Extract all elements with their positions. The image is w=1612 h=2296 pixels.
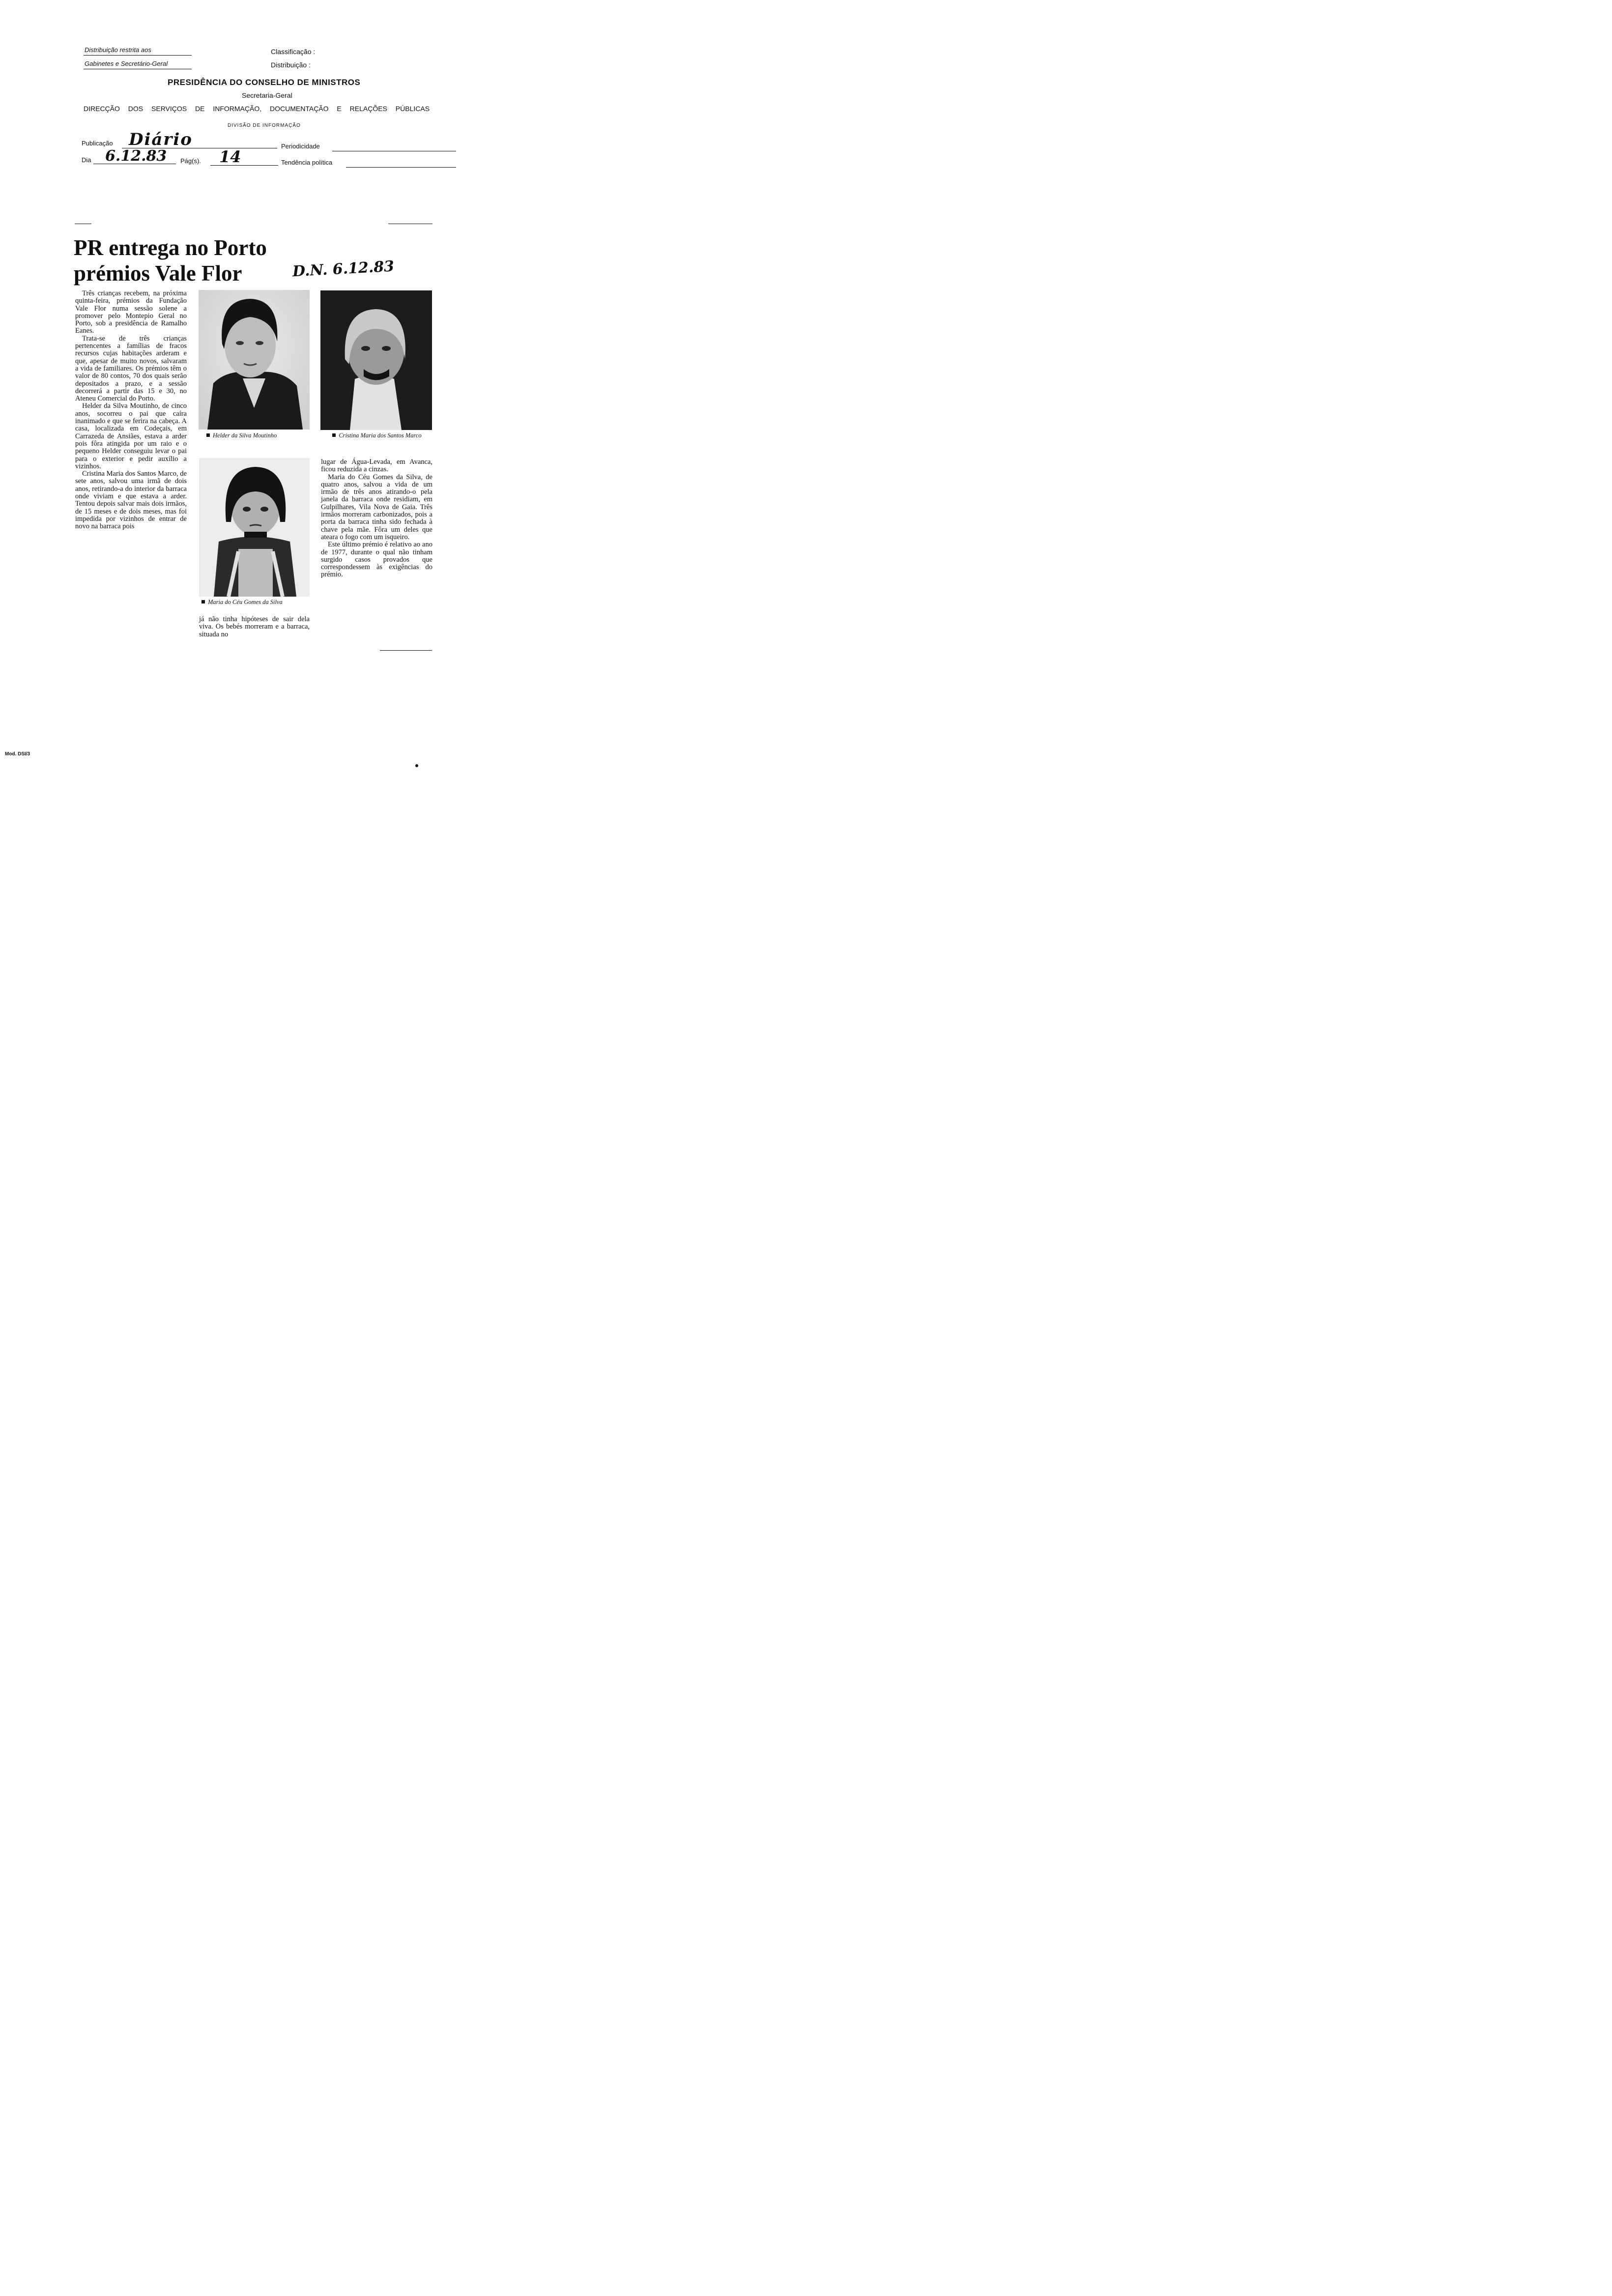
paragraph: lugar de Água-Levada, em Avanca, ficou reduzida a cinzas.: [321, 458, 432, 474]
caption-text: Cristina Maria dos Santos Marco: [339, 432, 422, 439]
portrait-image: [320, 290, 432, 430]
paragraph: Helder da Silva Moutinho, de cinco anos, socorreu o pai que caíra inanimado e que se ferira na cabeça. A casa, localizada em Codeçais, em Carrazeda de Ansiães, estava a arder pois fôra atingida por um raio e o pequeno Helder conseguiu levar o pai para o exterior e pedir auxílio a vizinhos.: [75, 402, 187, 470]
headline-line-1: PR entrega no Porto: [74, 235, 267, 260]
caption-maria: [202, 599, 312, 606]
caption-bullet: [332, 433, 336, 437]
pages-label: Pág(s).: [180, 157, 201, 165]
distribution-label: Distribuição :: [271, 61, 311, 69]
photo-cristina: [320, 290, 432, 430]
secretariat-title: Secretaria-Geral: [242, 91, 292, 99]
portrait-image: [199, 290, 310, 430]
day-value: 6.12.83: [105, 147, 167, 165]
article-column-1: [75, 290, 187, 531]
publication-label: Publicação: [82, 140, 113, 147]
caption-text: Maria do Céu Gomes da Silva: [208, 599, 283, 605]
caption-cristina: [320, 432, 433, 439]
paragraph: Trata-se de três crianças pertencentes a famílias de fracos recursos cujas habitações arderam e que, apesar de muito novos, salvaram a vida de familiares. Os prémios têm o valor de 80 contos, 70 dos quais serão depositados a prazo, e a sessão decorrerá a partir das 15 e 30, no Ateneu Comercial do Porto.: [75, 334, 187, 403]
tendency-line: [346, 167, 456, 168]
article-column-3: [321, 459, 432, 579]
division-title: DIVISÃO DE INFORMAÇÃO: [228, 123, 301, 128]
photo-maria: [199, 458, 310, 597]
headline-line-2: prémios Vale Flor: [74, 261, 242, 286]
periodicity-label: Periodicidade: [281, 143, 320, 150]
paragraph: Cristina Maria dos Santos Marco, de sete anos, salvou uma irmã de dois anos, retirando-a do interior da barraca onde viviam e que estava a arder. Tentou depois salvar mais dois irmãos, de 15 meses e de dois meses, mas foi impedida por vizinhos de entrar de novo na barraca pois: [75, 470, 187, 531]
handwritten-reference: D.N. 6.12.83: [292, 258, 395, 281]
photo-helder: [199, 290, 310, 430]
ministry-title: PRESIDÊNCIA DO CONSELHO DE MINISTROS: [168, 78, 361, 87]
day-label: Dia: [82, 156, 91, 164]
classification-label: Classificação :: [271, 48, 316, 56]
model-number: Mod. DSI/3: [5, 751, 30, 757]
pages-value: 14: [219, 147, 241, 166]
article-end-rule: [380, 650, 432, 651]
caption-bullet: [206, 433, 210, 437]
tendency-label: Tendência política: [281, 159, 333, 166]
pages-line: [210, 165, 278, 166]
divider: [84, 55, 192, 56]
portrait-image: [199, 458, 310, 597]
publication-value: Diário: [129, 130, 193, 149]
distribution-line-2: Gabinetes e Secretário-Geral: [85, 60, 168, 67]
paragraph: Maria do Céu Gomes da Silva, de quatro anos, salvou a vida de um irmão de três anos atirando-o pela janela da barraca onde residiam, em Gulpilhares, Vila Nova de Gaia. Três irmãos morreram carbonizados, pois a porta da barraca tinha sido fechada à chave pela mãe. Fôra um deles que ateara o fogo com um isqueiro.: [321, 473, 432, 541]
directorate-title: DIRECÇÃO DOS SERVIÇOS DE INFORMAÇÃO, DOCUMENTAÇÃO E RELAÇÕES PÚBLICAS: [84, 105, 430, 113]
paragraph: Três crianças recebem, na próxima quinta-feira, prémios da Fundação Vale Flor numa sessão solene a promover pelo Montepio Geral no Porto, sob a presidência de Ramalho Eanes.: [75, 289, 187, 335]
paragraph: já não tinha hipóteses de sair dela viva. Os bebés morreram e a barraca, situada no: [199, 615, 310, 638]
caption-bullet: [202, 600, 205, 603]
caption-helder: [206, 432, 312, 439]
scan-mark: [415, 764, 418, 767]
distribution-line-1: Distribuição restrita aos: [85, 46, 151, 54]
paragraph: Este último prémio é relativo ao ano de 1977, durante o qual não tinham surgido casos provados que correspondessem às exigências do prémio.: [321, 541, 432, 579]
article-column-2: [199, 616, 310, 638]
caption-text: Helder da Silva Moutinho: [213, 432, 277, 439]
